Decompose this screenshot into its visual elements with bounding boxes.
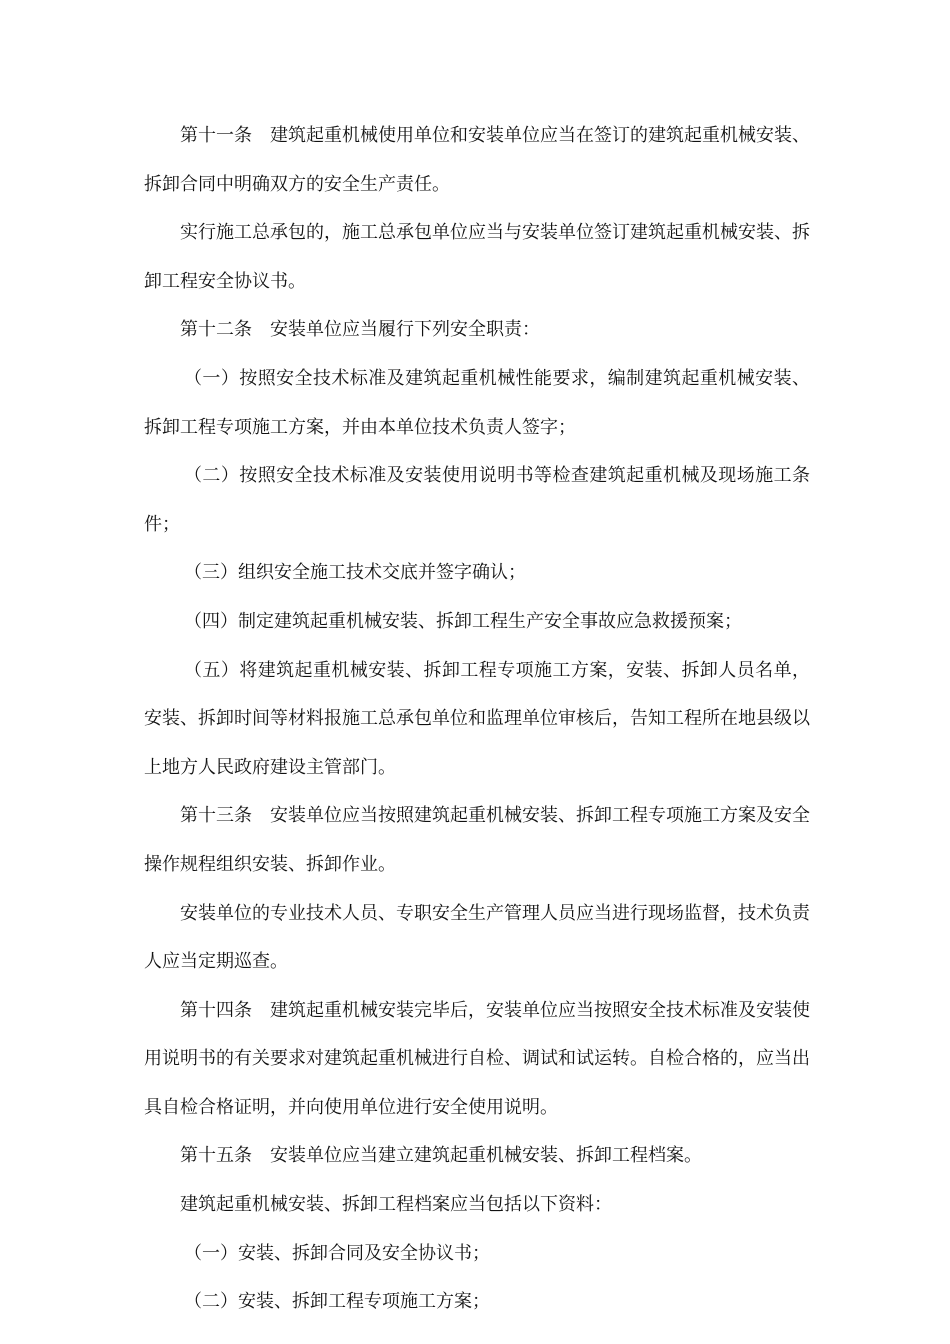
article-13: 第十三条 安装单位应当按照建筑起重机械安装、拆卸工程专项施工方案及安全操作规程组织安装、拆卸作业。 — [144, 805, 810, 875]
article-12-item-1: （一）按照安全技术标准及建筑起重机械性能要求，编制建筑起重机械安装、拆卸工程专项施工方案，并由本单位技术负责人签字； — [144, 367, 810, 438]
article-15-item-1: （一）安装、拆卸合同及安全协议书； — [184, 1242, 490, 1264]
article-11-paragraph-2: 实行施工总承包的，施工总承包单位应当与安装单位签订建筑起重机械安装、拆卸工程安全协议书。 — [144, 222, 810, 292]
document-body — [144, 112, 810, 1327]
article-12-item-2: （二）按照安全技术标准及安装使用说明书等检查建筑起重机械及现场施工条件； — [144, 465, 810, 535]
article-12-item-4: （四）制定建筑起重机械安装、拆卸工程生产安全事故应急救援预案； — [184, 610, 742, 632]
article-12: 第十二条 安装单位应当履行下列安全职责： — [180, 319, 540, 341]
article-15: 第十五条 安装单位应当建立建筑起重机械安装、拆卸工程档案。 — [180, 1145, 702, 1167]
article-15-item-2: （二）安装、拆卸工程专项施工方案； — [184, 1291, 490, 1313]
article-12-item-5: （五）将建筑起重机械安装、拆卸工程专项施工方案，安装、拆卸人员名单，安装、拆卸时间等材料报施工总承包单位和监理单位审核后，告知工程所在地县级以上地方人民政府建设主管部门。 — [144, 659, 810, 778]
article-15-paragraph-2: 建筑起重机械安装、拆卸工程档案应当包括以下资料： — [180, 1194, 612, 1216]
article-12-item-3: （三）组织安全施工技术交底并签字确认； — [184, 562, 526, 584]
article-13-paragraph-2: 安装单位的专业技术人员、专职安全生产管理人员应当进行现场监督，技术负责人应当定期巡查。 — [144, 902, 810, 973]
article-14: 第十四条 建筑起重机械安装完毕后，安装单位应当按照安全技术标准及安装使用说明书的有关要求对建筑起重机械进行自检、调试和试运转。自检合格的，应当出具自检合格证明，并向使用单位进行安全使用说明。 — [144, 999, 810, 1118]
article-11: 第十一条 建筑起重机械使用单位和安装单位应当在签订的建筑起重机械安装、拆卸合同中明确双方的安全生产责任。 — [144, 125, 810, 195]
